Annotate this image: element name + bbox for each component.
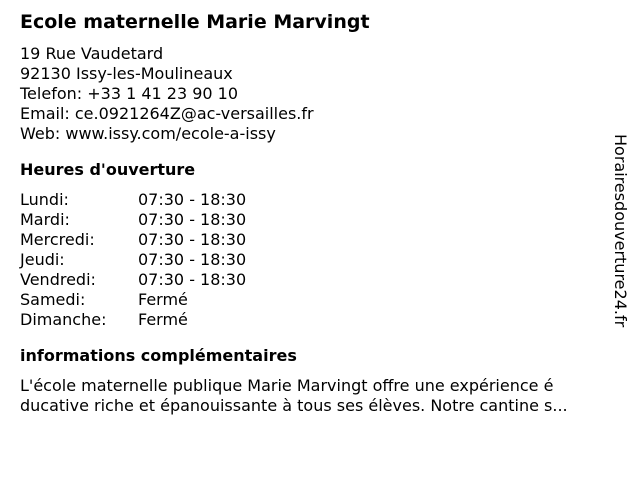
hours-row [20,310,640,330]
time-value: Fermé [138,310,188,329]
hours-row [20,250,640,270]
address-block [20,44,640,144]
opening-hours-table [20,190,640,330]
hours-row [20,290,640,310]
hours-row [20,190,640,210]
day-label: Vendredi: [20,270,96,289]
street-address: 19 Rue Vaudetard [20,44,164,63]
day-label: Samedi: [20,290,86,309]
email-address: Email: ce.0921264Z@ac-versailles.fr [20,104,314,123]
day-label: Mardi: [20,210,70,229]
time-value: 07:30 - 18:30 [138,190,247,209]
school-title: Ecole maternelle Marie Marvingt [20,11,370,33]
day-label: Dimanche: [20,310,107,329]
description-line: L'école maternelle publique Marie Marvingt offre une expérience é [20,376,554,395]
description-text [20,376,620,416]
description-line: ducative riche et épanouissante à tous ses élèves. Notre cantine s... [20,396,568,415]
hours-row [20,230,640,250]
site-watermark: Horairesdouverture24.fr [611,134,630,328]
info-heading: informations complémentaires [20,346,297,365]
city-address: 92130 Issy-les-Moulineaux [20,64,233,83]
website: Web: www.issy.com/ecole-a-issy [20,124,276,143]
phone-number: Telefon: +33 1 41 23 90 10 [20,84,239,103]
time-value: 07:30 - 18:30 [138,270,247,289]
hours-row [20,210,640,230]
time-value: 07:30 - 18:30 [138,230,247,249]
day-label: Mercredi: [20,230,95,249]
hours-heading: Heures d'ouverture [20,160,196,179]
time-value: 07:30 - 18:30 [138,250,247,269]
time-value: Fermé [138,290,188,309]
day-label: Jeudi: [20,250,65,269]
hours-row [20,270,640,290]
time-value: 07:30 - 18:30 [138,210,247,229]
day-label: Lundi: [20,190,69,209]
